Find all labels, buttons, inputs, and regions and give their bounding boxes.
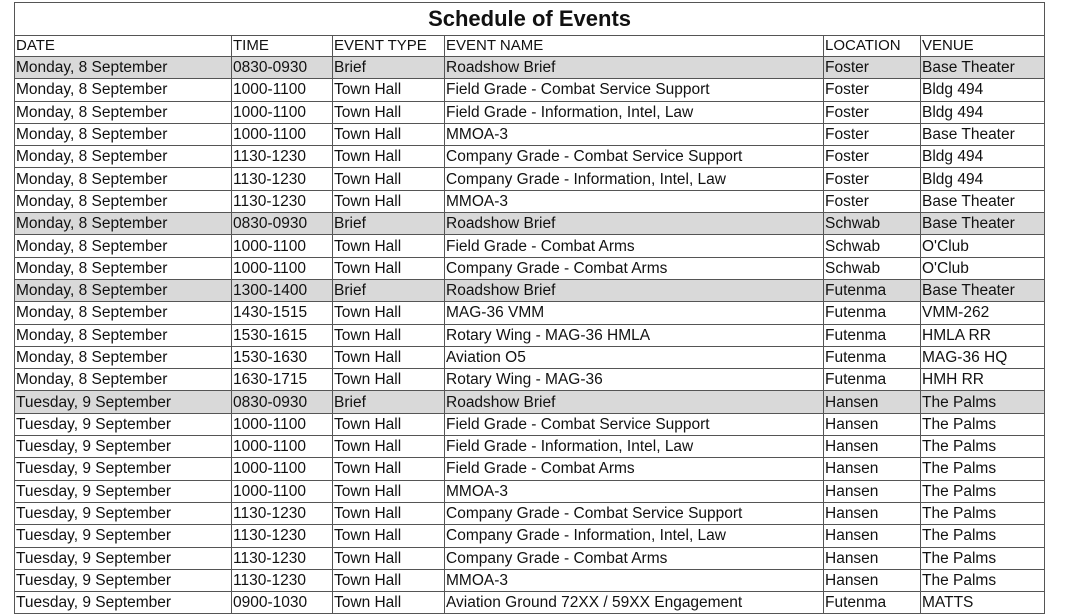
table-row [15,79,1045,101]
cell-date: Tuesday, 9 September [15,436,232,458]
table-row [15,525,1045,547]
table-row [15,235,1045,257]
cell-date: Monday, 8 September [15,302,232,324]
cell-venue: The Palms [921,458,1045,480]
cell-venue: The Palms [921,436,1045,458]
cell-venue: The Palms [921,525,1045,547]
table-row [15,123,1045,145]
cell-location: Schwab [824,235,921,257]
cell-date: Monday, 8 September [15,190,232,212]
cell-event-type: Town Hall [333,569,445,591]
cell-time: 1130-1230 [232,525,333,547]
cell-time: 1430-1515 [232,302,333,324]
cell-event-name: Roadshow Brief [445,213,824,235]
table-row [15,480,1045,502]
cell-event-name: Rotary Wing - MAG-36 HMLA [445,324,824,346]
cell-event-type: Town Hall [333,79,445,101]
cell-venue: Base Theater [921,123,1045,145]
cell-event-type: Town Hall [333,458,445,480]
table-row [15,391,1045,413]
header-location: LOCATION [824,36,921,57]
cell-event-name: Field Grade - Combat Arms [445,458,824,480]
table-row [15,57,1045,79]
cell-event-name: MMOA-3 [445,123,824,145]
cell-date: Tuesday, 9 September [15,569,232,591]
table-row [15,302,1045,324]
cell-event-type: Town Hall [333,235,445,257]
cell-time: 1530-1630 [232,346,333,368]
cell-location: Schwab [824,213,921,235]
cell-location: Hansen [824,458,921,480]
cell-venue: Bldg 494 [921,101,1045,123]
cell-venue: Bldg 494 [921,168,1045,190]
schedule-title: Schedule of Events [15,3,1045,36]
cell-venue: Base Theater [921,279,1045,301]
cell-event-name: MMOA-3 [445,190,824,212]
cell-event-name: Company Grade - Combat Service Support [445,502,824,524]
cell-event-name: Company Grade - Information, Intel, Law [445,525,824,547]
cell-event-type: Town Hall [333,547,445,569]
cell-location: Hansen [824,480,921,502]
cell-event-name: Company Grade - Combat Arms [445,547,824,569]
cell-time: 1530-1615 [232,324,333,346]
cell-event-name: Company Grade - Combat Service Support [445,146,824,168]
cell-event-type: Town Hall [333,525,445,547]
table-row [15,569,1045,591]
cell-location: Hansen [824,502,921,524]
cell-date: Tuesday, 9 September [15,413,232,435]
cell-event-type: Town Hall [333,413,445,435]
cell-date: Tuesday, 9 September [15,547,232,569]
cell-venue: Bldg 494 [921,79,1045,101]
cell-event-type: Town Hall [333,436,445,458]
cell-event-name: Roadshow Brief [445,391,824,413]
cell-venue: Bldg 494 [921,146,1045,168]
cell-location: Hansen [824,525,921,547]
header-venue: VENUE [921,36,1045,57]
table-row [15,369,1045,391]
cell-date: Monday, 8 September [15,213,232,235]
table-row [15,502,1045,524]
cell-event-name: Company Grade - Information, Intel, Law [445,168,824,190]
cell-time: 0830-0930 [232,391,333,413]
cell-event-name: Rotary Wing - MAG-36 [445,369,824,391]
cell-event-type: Town Hall [333,346,445,368]
cell-event-name: Field Grade - Information, Intel, Law [445,436,824,458]
table-row [15,324,1045,346]
cell-event-name: Field Grade - Combat Service Support [445,79,824,101]
header-date: DATE [15,36,232,57]
cell-date: Tuesday, 9 September [15,525,232,547]
cell-time: 1300-1400 [232,279,333,301]
cell-event-name: Company Grade - Combat Arms [445,257,824,279]
cell-location: Foster [824,57,921,79]
cell-location: Hansen [824,436,921,458]
table-row [15,436,1045,458]
cell-event-type: Town Hall [333,146,445,168]
cell-event-type: Town Hall [333,257,445,279]
cell-location: Schwab [824,257,921,279]
cell-event-type: Town Hall [333,302,445,324]
cell-event-name: Roadshow Brief [445,57,824,79]
cell-location: Hansen [824,413,921,435]
cell-date: Monday, 8 September [15,123,232,145]
cell-event-type: Town Hall [333,592,445,614]
cell-date: Monday, 8 September [15,168,232,190]
cell-venue: The Palms [921,413,1045,435]
cell-venue: Base Theater [921,57,1045,79]
cell-event-type: Town Hall [333,502,445,524]
cell-date: Monday, 8 September [15,279,232,301]
cell-event-type: Brief [333,279,445,301]
cell-event-type: Town Hall [333,324,445,346]
cell-date: Monday, 8 September [15,235,232,257]
cell-date: Monday, 8 September [15,146,232,168]
cell-location: Futenma [824,592,921,614]
cell-event-name: Aviation O5 [445,346,824,368]
cell-location: Futenma [824,369,921,391]
schedule-sheet [14,2,1044,614]
cell-event-name: Roadshow Brief [445,279,824,301]
cell-time: 1000-1100 [232,123,333,145]
table-row [15,413,1045,435]
cell-time: 1130-1230 [232,502,333,524]
cell-location: Futenma [824,279,921,301]
cell-date: Tuesday, 9 September [15,592,232,614]
cell-date: Monday, 8 September [15,101,232,123]
cell-event-type: Town Hall [333,369,445,391]
cell-date: Monday, 8 September [15,57,232,79]
cell-time: 1000-1100 [232,436,333,458]
cell-event-name: Field Grade - Combat Service Support [445,413,824,435]
cell-venue: The Palms [921,502,1045,524]
cell-event-type: Town Hall [333,168,445,190]
cell-time: 1000-1100 [232,458,333,480]
cell-time: 1000-1100 [232,235,333,257]
cell-event-type: Brief [333,213,445,235]
table-row [15,346,1045,368]
table-row [15,592,1045,614]
cell-time: 1130-1230 [232,569,333,591]
cell-date: Tuesday, 9 September [15,458,232,480]
cell-venue: O'Club [921,257,1045,279]
cell-time: 1000-1100 [232,257,333,279]
cell-date: Tuesday, 9 September [15,391,232,413]
cell-venue: Base Theater [921,190,1045,212]
cell-venue: The Palms [921,391,1045,413]
cell-location: Futenma [824,324,921,346]
cell-event-name: MAG-36 VMM [445,302,824,324]
cell-venue: VMM-262 [921,302,1045,324]
cell-venue: The Palms [921,547,1045,569]
cell-venue: HMLA RR [921,324,1045,346]
cell-event-type: Town Hall [333,101,445,123]
schedule-table [14,2,1045,614]
table-row [15,279,1045,301]
cell-date: Tuesday, 9 September [15,480,232,502]
header-event-type: EVENT TYPE [333,36,445,57]
cell-time: 1130-1230 [232,146,333,168]
schedule-rows [15,57,1045,614]
table-row [15,168,1045,190]
cell-location: Futenma [824,302,921,324]
table-row [15,146,1045,168]
cell-venue: HMH RR [921,369,1045,391]
cell-date: Monday, 8 September [15,79,232,101]
cell-event-name: MMOA-3 [445,480,824,502]
cell-time: 1000-1100 [232,79,333,101]
table-row [15,101,1045,123]
header-event-name: EVENT NAME [445,36,824,57]
cell-time: 0830-0930 [232,213,333,235]
cell-event-type: Brief [333,57,445,79]
cell-venue: O'Club [921,235,1045,257]
cell-location: Hansen [824,547,921,569]
cell-time: 0900-1030 [232,592,333,614]
cell-location: Foster [824,146,921,168]
cell-event-name: MMOA-3 [445,569,824,591]
table-row [15,458,1045,480]
cell-time: 0830-0930 [232,57,333,79]
cell-location: Foster [824,123,921,145]
cell-time: 1130-1230 [232,190,333,212]
header-time: TIME [232,36,333,57]
cell-time: 1630-1715 [232,369,333,391]
table-row [15,547,1045,569]
cell-venue: MAG-36 HQ [921,346,1045,368]
cell-time: 1130-1230 [232,168,333,190]
cell-time: 1000-1100 [232,101,333,123]
table-row [15,190,1045,212]
cell-location: Hansen [824,391,921,413]
cell-time: 1000-1100 [232,413,333,435]
cell-date: Tuesday, 9 September [15,502,232,524]
cell-event-type: Town Hall [333,190,445,212]
cell-location: Foster [824,79,921,101]
cell-date: Monday, 8 September [15,324,232,346]
cell-event-name: Field Grade - Combat Arms [445,235,824,257]
cell-location: Foster [824,190,921,212]
cell-event-name: Aviation Ground 72XX / 59XX Engagement [445,592,824,614]
cell-venue: MATTS [921,592,1045,614]
cell-location: Foster [824,168,921,190]
cell-location: Hansen [824,569,921,591]
cell-event-name: Field Grade - Information, Intel, Law [445,101,824,123]
table-row [15,213,1045,235]
cell-date: Monday, 8 September [15,369,232,391]
cell-date: Monday, 8 September [15,257,232,279]
cell-venue: Base Theater [921,213,1045,235]
cell-event-type: Town Hall [333,480,445,502]
cell-time: 1000-1100 [232,480,333,502]
cell-date: Monday, 8 September [15,346,232,368]
table-row [15,257,1045,279]
cell-location: Foster [824,101,921,123]
cell-venue: The Palms [921,569,1045,591]
cell-venue: The Palms [921,480,1045,502]
cell-event-type: Town Hall [333,123,445,145]
cell-time: 1130-1230 [232,547,333,569]
header-row [15,36,1045,57]
cell-location: Futenma [824,346,921,368]
cell-event-type: Brief [333,391,445,413]
